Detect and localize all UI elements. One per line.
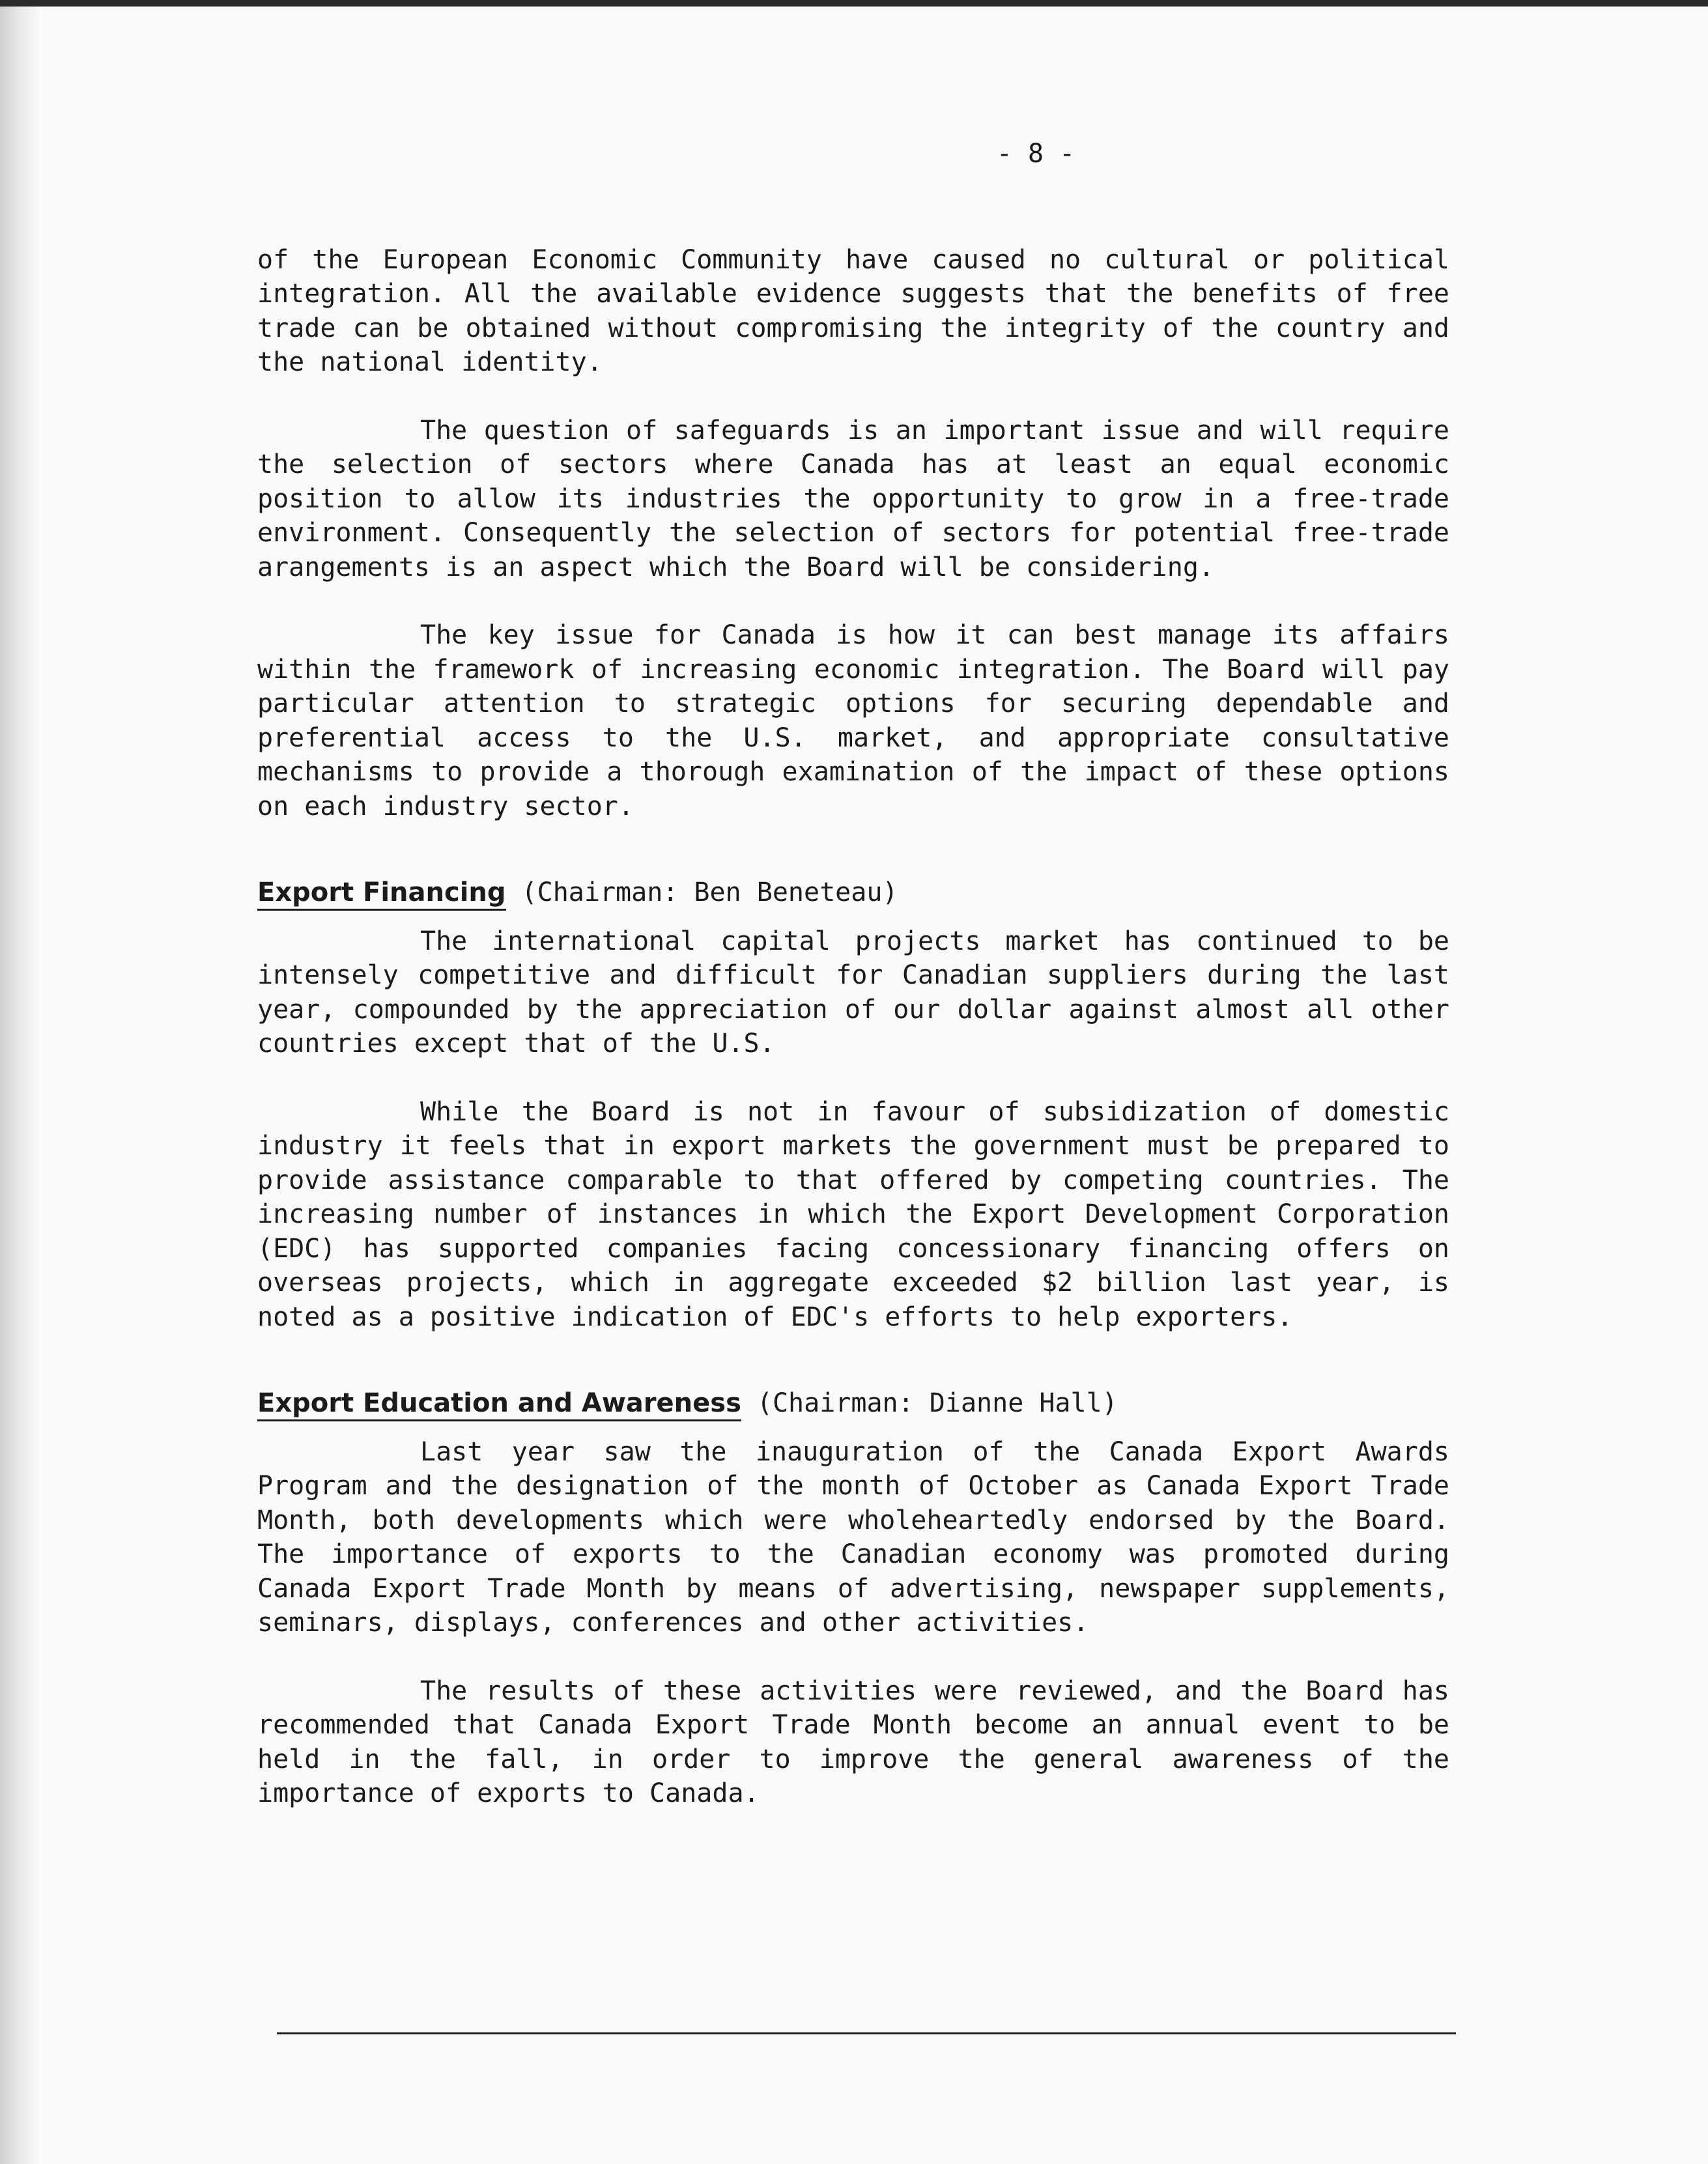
page-number: - 8 -	[996, 139, 1075, 169]
scan-edge-shadow	[0, 0, 38, 2164]
section-chairman: (Chairman: Ben Beneteau)	[521, 877, 898, 907]
paragraph-education-2: The results of these activities were reviewed, and the Board has recommended that Canada Export Trade Month become an annual event to be held in the fall, in order to improve the general awareness of the importance of exports to Canada.	[257, 1675, 1449, 1808]
section-heading-export-education	[257, 1386, 1449, 1421]
section-chairman: (Chairman: Dianne Hall)	[756, 1388, 1118, 1418]
paragraph-financing-2: While the Board is not in favour of subsidization of domestic industry it feels that in export markets the government must be prepared to provide assistance comparable to that offered by competing countries. The increasing number of instances in which the Export Development Corporation (EDC) has supported companies facing concessionary financing offers on overseas projects, which in aggregate exceeded $2 billion last year, is noted as a positive indication of EDC's efforts to help exporters.	[257, 1096, 1449, 1332]
paragraph-intro-2: The question of safeguards is an important issue and will require the selection of sectors where Canada has at least an equal economic position to allow its industries the opportunity to grow in a free-trade environment. Consequently the selection of sectors for potential free-trade arangements is an aspect which the Board will be considering.	[257, 415, 1449, 582]
paragraph-intro-3: The key issue for Canada is how it can best manage its affairs within the framework of increasing economic integration. The Board will pay particular attention to strategic options for securing dependable and preferential access to the U.S. market, and appropriate consultative mechanisms to provide a thorough examination of the impact of these options on each industry sector.	[257, 620, 1449, 821]
section-title: Export Financing	[257, 877, 506, 911]
footer-rule	[277, 2032, 1456, 2034]
paragraph-financing-1: The international capital projects market has continued to be intensely competitive and difficult for Canadian suppliers during the last year, compounded by the appreciation of our dollar against almost all other countries except that of the U.S.	[257, 926, 1449, 1059]
scan-top-edge	[0, 0, 1708, 7]
section-heading-export-financing	[257, 876, 1449, 910]
paragraph-education-1: Last year saw the inauguration of the Canada Export Awards Program and the designation of the month of October as Canada Export Trade Month, both developments which were wholeheartedly endorsed by the Board. The importance of exports to the Canadian economy was promoted during Canada Export Trade Month by means of advertising, newspaper supplements, seminars, displays, conferences and other activities.	[257, 1436, 1449, 1638]
document-body	[257, 137, 1449, 1845]
section-title: Export Education and Awareness	[257, 1388, 741, 1421]
paragraph-intro-1: of the European Economic Community have caused no cultural or political integration. All the available evidence suggests that the benefits of free trade can be obtained without compromising the integrity of the country and the national identity.	[257, 244, 1449, 377]
